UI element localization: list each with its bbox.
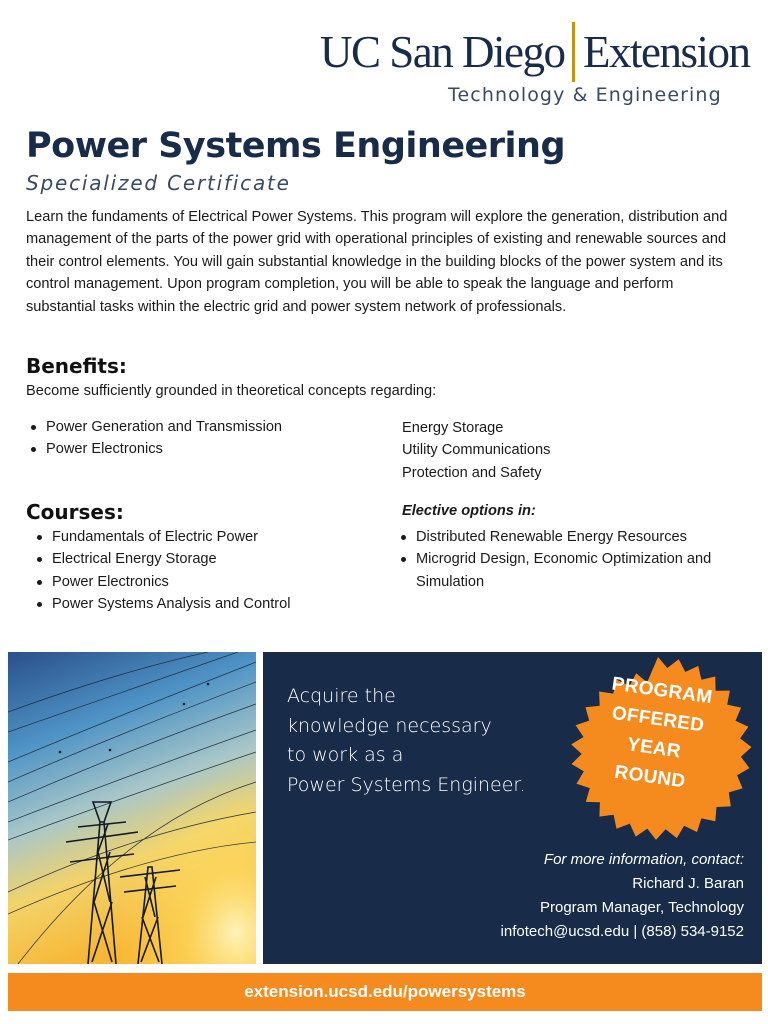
footer-url-bar bbox=[8, 973, 762, 1011]
badge-line: ROUND bbox=[613, 761, 687, 793]
list-item: Energy Storage bbox=[402, 420, 504, 436]
promo-line: to work as a bbox=[287, 744, 404, 766]
electives-heading: Elective options in: bbox=[402, 503, 536, 519]
badge-text bbox=[569, 665, 744, 802]
contact-details[interactable]: infotech@ucsd.edu | (858) 534-9152 bbox=[500, 923, 744, 940]
promo-text bbox=[287, 682, 547, 800]
promo-line: Power Systems Engineer. bbox=[287, 773, 526, 796]
list-item: Microgrid Design, Economic Optimization and Simulation bbox=[396, 548, 746, 593]
year-round-badge bbox=[558, 652, 758, 852]
list-item: Fundamentals of Electric Power bbox=[32, 526, 290, 548]
benefits-lead: Become sufficiently grounded in theoretical concepts regarding: bbox=[26, 383, 437, 399]
badge-line: PROGRAM bbox=[610, 673, 714, 709]
courses-heading: Courses: bbox=[26, 500, 124, 524]
list-item: Power Systems Analysis and Control bbox=[32, 593, 290, 615]
logo-text-ucsd: UC San Diego bbox=[320, 27, 565, 77]
list-item: Power Electronics bbox=[26, 438, 282, 460]
logo-divider bbox=[572, 22, 575, 82]
badge-line: OFFERED bbox=[610, 702, 706, 737]
power-tower-photo bbox=[8, 652, 256, 964]
benefits-heading: Benefits: bbox=[26, 354, 127, 378]
promo-line: knowledge necessary bbox=[287, 714, 492, 737]
badge-line: YEAR bbox=[625, 734, 683, 763]
contact-intro: For more information, contact: bbox=[543, 851, 744, 868]
list-item: Distributed Renewable Energy Resources bbox=[396, 526, 746, 548]
logo-text-extension: Extension bbox=[583, 27, 750, 77]
courses-list bbox=[32, 526, 290, 616]
page-title: Power Systems Engineering bbox=[26, 126, 566, 166]
contact-role: Program Manager, Technology bbox=[539, 899, 744, 916]
footer-url-link[interactable]: extension.ucsd.edu/powersystems bbox=[244, 982, 526, 1001]
list-item: Utility Communications bbox=[402, 442, 551, 459]
benefits-list bbox=[26, 416, 282, 461]
intro-paragraph: Learn the fundaments of Electrical Power Systems. This program will explore the generation, distribution and management of the parts of the power grid with operational principles of existing and renewable sources and their control elements. You will gain substantial knowledge in the building blocks of the power system and its control management. Upon program completion, you will be able to speak the language and perform substantial tasks within the electric grid and power system network of professionals. bbox=[26, 209, 728, 315]
promo-line: Acquire the bbox=[287, 685, 396, 707]
promo-panel bbox=[263, 652, 762, 964]
ucsd-extension-logo bbox=[318, 22, 750, 82]
list-item: Protection and Safety bbox=[402, 464, 542, 481]
list-item: Power Generation and Transmission bbox=[26, 416, 282, 438]
tagline: Technology & Engineering bbox=[448, 84, 722, 106]
page-subtitle: Specialized Certificate bbox=[26, 171, 291, 195]
list-item: Electrical Energy Storage bbox=[32, 548, 290, 570]
list-item: Power Electronics bbox=[32, 571, 290, 593]
electives-list bbox=[396, 526, 746, 593]
contact-name: Richard J. Baran bbox=[632, 875, 744, 892]
benefits-plain-list bbox=[402, 417, 550, 484]
contact-block bbox=[501, 848, 744, 944]
